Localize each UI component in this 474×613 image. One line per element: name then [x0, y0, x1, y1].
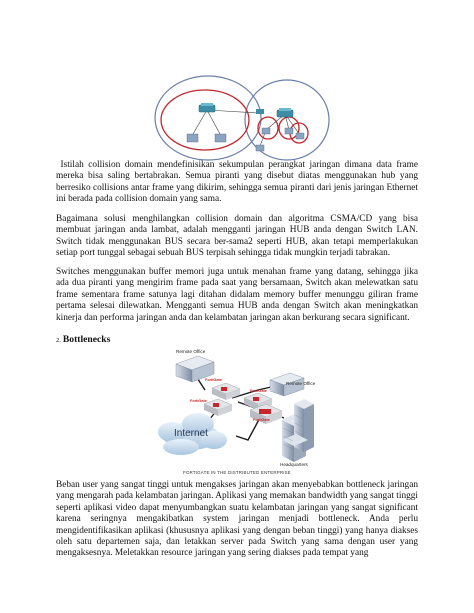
label-fortigate-2: FortiGate	[190, 399, 207, 403]
label-headquarters: Headquarters	[280, 462, 308, 467]
label-remote-office-2: Remote Office	[286, 381, 316, 386]
section-heading: 2. Bottlenecks	[56, 334, 111, 345]
label-internet: Internet	[174, 428, 208, 439]
headquarters-building-icon	[282, 399, 314, 462]
paragraph-switch-buffer: Switches menggunakan buffer memori juga untuk menahan frame yang datang, sehingga jika ada dua piranti yang mengirim frame pada saat yang bersamaan, Switch akan melewatkan satu frame sementara frame satunya lagi ditahan didalam memory buffer menunggu giliran frame pertama selesai dilewatkan. Mengganti semua HUB anda dengan Switch akan meningkatkan kinerja dan performa jaringan anda dan kelambatan jaringan akan berkurang secara significant.	[56, 267, 418, 323]
paragraph-bottleneck: Beban user yang sangat tinggi untuk mengakses jaringan akan menyebabkan bottleneck jaringan yang mengarah pada kelambatan jaringan. Aplikasi yang memakan bandwidth yang sangat tinggi seperti aplikasi video dapat menyumbangkan suatu kelambatan jaringan yang sangat significant karena seringnya mengakibatkan system jaringan menjadi bottleneck. Anda perlu mengidentifikasikan aplikasi (khususnya aplikasi yang dengan beban tinggi) yang hanya diakses oleh satu departemen saja, dan letakkan server pada Switch yang sama dengan user yang mengaksesnya. Meletakkan resource jaringan yang sering diakses pada tempat yang	[56, 480, 418, 559]
paragraph-collision-domain: Istilah collision domain mendefinisikan sekumpulan perangkat jaringan dimana data frame mereka bisa saling bertabrakan. Semua piranti yang disebut diatas menggunakan hub yang berresiko collisions antar frame yang dikirim, sehingga semua piranti dari jenis jaringan Ethernet ini berada pada collision domain yang sama.	[56, 160, 418, 205]
label-fortigate-4: FortiGate	[253, 418, 270, 422]
fortigate-appliance-icon	[204, 399, 232, 416]
label-fortigate-1: FortiGate	[205, 378, 222, 382]
figure-caption: FORTIGATE IN THE DISTRIBUTED ENTERPRISE	[183, 470, 291, 475]
label-fortigate-3: FortiGate	[250, 389, 267, 393]
paragraph-csma-solution: Bagaimana solusi menghilangkan collision domain dan algoritma CSMA/CD yang bisa membuat jaringan anda lambat, adalah mengganti jaringan HUB anda dengan Switch LAN. Switch tidak menggunakan BUS secara ber-sama2 seperti HUB, akan tetapi memperlakukan setiap port tunggal sebagai sebuah BUS terpisah sehingga tidak mungkin terjadi tabrakan.	[56, 214, 418, 259]
label-remote-office-1: Remote Office	[176, 349, 206, 354]
